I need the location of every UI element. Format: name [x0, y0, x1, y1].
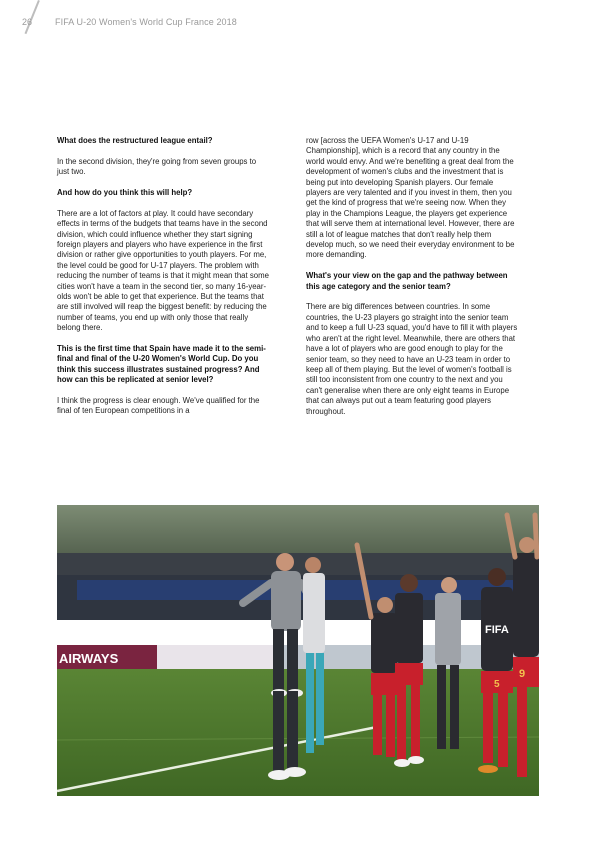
- publication-title: FIFA U-20 Women's World Cup France 2018: [55, 17, 237, 27]
- page-number: 26: [22, 17, 33, 27]
- player-figure: [303, 557, 325, 753]
- board-text: AIRWAYS: [59, 651, 119, 666]
- interview-answer: There are a lot of factors at play. It could have secondary effects in terms of the budgets that teams have in the second division, which could influence whether they start signing foreign players and players who have experience in the first division or rather give opportunities to youth players. For me, the level could be good for U-17 players. The problem with reducing the number of teams is that it might mean that some cities won't have a team in the second tier, so many 16-year-olds won't be able to get that experience. But the teams that are still involved will reap the biggest benefit: by reducing the number of teams, you end up with only those that really belong there.: [57, 208, 269, 333]
- interview-question: What does the restructured league entail?: [57, 136, 213, 145]
- shorts-number: 5: [494, 679, 500, 690]
- interview-answer: row [across the UEFA Women's U-17 and U-19 Championship], which is a record that any country in the world would envy. And we're benefiting a great deal from the development of women's clubs and the investment that is being put into developing Spanish players. Our female players are very talented and if you invest in them, then you get the kind of progress that we're seeing now. When they play in the Champions League, the players get experience that will serve them at international level. However, there are still a lot of league matches that don't really help them develop much, so we need their everyday environment to be more demanding.: [306, 136, 515, 260]
- shorts-number: 9: [519, 668, 526, 680]
- coach-leg: [273, 691, 284, 771]
- interview-answer: In the second division, they're going from seven groups to just two.: [57, 156, 257, 177]
- team-celebration-photo: [57, 505, 539, 796]
- article-column-right: [306, 136, 518, 427]
- stand-roof: [57, 553, 539, 575]
- coach-leg: [287, 691, 298, 769]
- shirt-sponsor-text: FIFA: [485, 624, 509, 636]
- interview-answer: I think the progress is clear enough. We've qualified for the final of ten European competitions in a: [57, 396, 260, 416]
- advertising-board-white: [157, 645, 277, 669]
- interview-answer: There are big differences between countries. In some countries, the U-23 players go straight into the senior team and to keep a full U-23 squad, you'd have to fill it with players who aren't at the right level. Meanwhile, there are others that have a lot of players who are good enough to play for the senior team, so they need to have an U-23 team in order to keep all of them playing. But the level of women's football is still too inconsistent from one country to the next and you can't generalise when there are only eight teams in Europe that can always put out a team featuring good players throughout.: [306, 302, 518, 416]
- interview-question: What's your view on the gap and the pathway between this age category and the senior team?: [306, 271, 508, 291]
- interview-question: This is the first time that Spain have made it to the semi-final and final of the U-20 Women's World Cup. Do you think this success illustrates sustained progress? And how can this be replicated at senior level?: [57, 344, 266, 385]
- coach-shoe: [284, 767, 306, 777]
- interview-question: And how do you think this will help?: [57, 188, 193, 197]
- page-header: [0, 0, 596, 30]
- article-column-left: [57, 136, 269, 427]
